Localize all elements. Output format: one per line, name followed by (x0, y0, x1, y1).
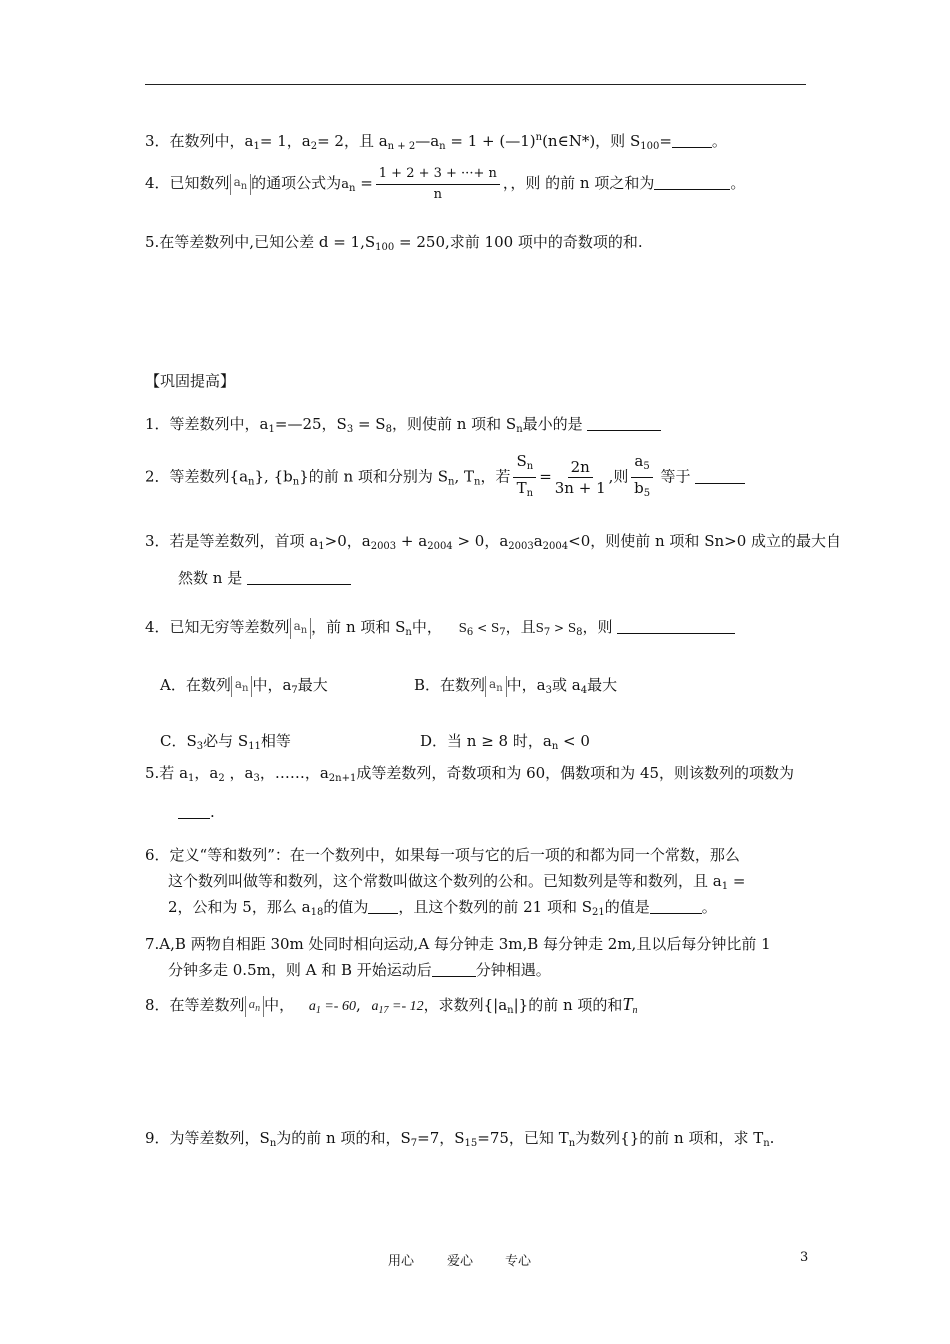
sequence-symbol: $a_n$ (230, 174, 252, 195)
question-9: 9．为等差数列，$S_n$为的前 n 项的和，$S_7=7$，$S_{15}=75$，已知 $T_n$为数列{}的前 n 项和，求 $T_n$. (145, 1129, 775, 1149)
question-6-line2: 这个数列叫做等和数列，这个常数叫做这个数列的公和。已知数列是等和数列，且 $a_1$ = (168, 872, 746, 892)
footer-right: 专心 (505, 1254, 532, 1269)
option-b[interactable]: B．在数列 $a_n$ 中，$a_3$或 $a_4$最大 (414, 676, 618, 696)
answer-blank[interactable] (654, 175, 730, 190)
answer-blank[interactable] (695, 469, 745, 484)
problem-5: 5.在等差数列中,已知公差 $d = 1,S_{100} = 250$,求前 100 项中的奇数项的和. (145, 233, 643, 253)
question-5-cont: . (178, 802, 215, 822)
problem-4: 4．已知数列 $a_n$ 的通项公式为$a_n$ = $\frac{1 + 2 + 3 + \cdot\cdot\cdot+ n}{n}$ ，，则 的前 n 项之和为 。 (145, 165, 746, 202)
answer-blank[interactable] (672, 133, 712, 148)
answer-blank[interactable] (617, 619, 735, 634)
option-c[interactable]: C．$S_3$必与 $S_{11}$相等 (160, 732, 291, 752)
question-1: 1．等差数列中，$a_1=—25$，$S_3 = S_8$，则使前 n 项和 $S_n$最小的是 (145, 414, 661, 440)
answer-blank[interactable] (432, 962, 476, 977)
question-8: 8．在等差数列 $a_n$ 中， $a_1 =- 60$, $a_{17} =- 12$，求数列$\{|a_n|\}$的前 n 项的和$T_n$ (145, 994, 638, 1016)
question-2: 2．等差数列$\{a_n\}$, $\{b_n\}$的前 n 项和分别为 $S_n$, $T_n$，若 $\frac{S_n}{T_n}$ = $\frac{2n}{3n + 1}$ ,则 $\frac{a_5}{b_5}$ 等于 (145, 452, 745, 505)
question-6-line3: 2，公和为 5，那么 $a_{18}$的值为 ，且这个数列的前 21 项和 $S_{21}$的值是 。 (168, 898, 717, 918)
section-title: 【巩固提高】 (145, 372, 236, 390)
answer-blank[interactable] (368, 899, 398, 914)
answer-blank[interactable] (247, 570, 351, 585)
question-5: 5.若 $a_1$，$a_2$ ，$a_3$，……，$a_{2n+1}$成等差数列，奇数项和为 60，偶数项和为 45，则该数列的项数为 (145, 764, 795, 784)
ratio-fraction-n: $\frac{2n}{3n + 1}$ (554, 458, 606, 497)
footer-left: 用心 (388, 1254, 415, 1269)
problem-3: 3．在数列中，$a_1= 1$，$a_2= 2$，且 $a_{n + 2}—a_n = 1$ + (—1)$^n$(n∈N*)，则 $S_{100}=$ 。 (145, 132, 727, 152)
answer-blank[interactable] (650, 899, 702, 914)
question-6-line1: 6．定义“等和数列”：在一个数列中，如果每一项与它的后一项的和都为同一个常数，那么 (145, 846, 740, 864)
option-a[interactable]: A．在数列 $a_n$ 中，$a_7$最大 (160, 676, 328, 696)
footer-mid: 爱心 (447, 1254, 474, 1269)
option-d[interactable]: D．当 n ≥ 8 时，$a_n < 0$ (420, 732, 590, 752)
question-3-cont: 然数 n 是 (178, 568, 351, 588)
question-7-line1: 7.A,B 两物自相距 30m 处同时相向运动,A 每分钟走 3m,B 每分钟走 2m,且以后每分钟比前 1 (145, 935, 771, 953)
ratio-fraction-ab: $\frac{a_5}{b_5}$ (631, 452, 652, 503)
page-number: 3 (800, 1250, 809, 1265)
question-4: 4．已知无穷等差数列 $a_n$ ，前 n 项和 $S_n$中， $S_6 < S_7$，且$S_7 > S_8$，则 (145, 617, 735, 643)
header-rule (145, 84, 806, 85)
answer-blank[interactable] (587, 416, 661, 431)
ratio-fraction-st: $\frac{S_n}{T_n}$ (513, 452, 536, 503)
answer-blank[interactable] (178, 804, 210, 819)
question-7-line2: 分钟多走 0.5m，则 A 和 B 开始运动后 分钟相遇。 (168, 961, 551, 979)
question-3: 3．若是等差数列，首项 $a_1>0$，$a_{2003} + a_{2004} > 0$，$a_{2003}a_{2004}<0$，则使前 n 项和 Sn>0 成立的最大自 (145, 532, 842, 552)
formula-fraction: $\frac{1 + 2 + 3 + \cdot\cdot\cdot+ n}{n}$ (376, 165, 500, 204)
